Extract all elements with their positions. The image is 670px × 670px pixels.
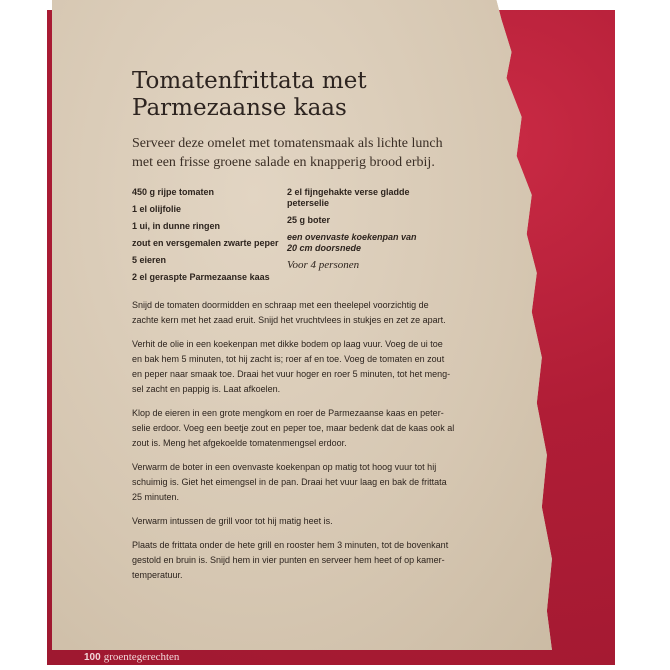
section-name: groentegerechten [103, 651, 180, 663]
step-line: Verwarm intussen de grill voor tot hij matig heet is. [132, 516, 333, 526]
title-line: Parmezaanse kaas [132, 95, 347, 121]
ingredient: 25 g boter [287, 215, 331, 225]
step-line: Verwarm de boter in een ovenvaste koekenpan op matig tot hoog vuur tot hij [132, 462, 437, 472]
step-line: zachte kern met het zaad eruit. Snijd het vruchtvlees in stukjes en zet ze apart. [132, 315, 446, 325]
ingredient: een ovenvaste koekenpan van 20 cm doorsnede [287, 232, 417, 253]
step-line: en peper naar smaak toe. Draai het vuur hoger en roer 5 minuten, tot het meng- [132, 369, 451, 379]
step-line: en bak hem 5 minuten, tot hij zacht is; roer af en toe. Voeg de tomaten en zout [132, 354, 445, 364]
step-line: Plaats de frittata onder de hete grill en rooster hem 3 minuten, tot de bovenkant [132, 540, 449, 550]
recipe-intro [132, 134, 522, 172]
step-line: gestold en bruin is. Snijd hem in vier punten en serveer hem heet of op kamer- [132, 555, 445, 565]
step-line: Klop de eieren in een grote mengkom en roer de Parmezaanse kaas en peter- [132, 408, 444, 418]
ingredient: 2 el geraspte Parmezaanse kaas [132, 272, 270, 282]
ingredient: 1 ui, in dunne ringen [132, 221, 221, 231]
method-step [132, 538, 497, 583]
title-line: Tomatenfrittata met [132, 68, 367, 94]
step-line: 25 minuten. [132, 492, 180, 502]
method-step [132, 460, 497, 505]
ingredient: zout en versgemalen zwarte peper [132, 238, 279, 248]
page-number: 100 [84, 652, 101, 663]
ingredients-left [132, 187, 282, 289]
step-line: selie erdoor. Voeg een beetje zout en peper toe, maar bedenk dat de kaas ook al [132, 423, 455, 433]
recipe-title [132, 68, 512, 122]
page-footer [84, 651, 179, 666]
step-line: Verhit de olie in een koekenpan met dikke bodem op laag vuur. Voeg de ui toe [132, 339, 443, 349]
step-line: Snijd de tomaten doormidden en schraap met een theelepel voorzichtig de [132, 300, 429, 310]
ingredient: 450 g rijpe tomaten [132, 187, 215, 197]
ingredients-right [287, 187, 417, 277]
intro-line: Serveer deze omelet met tomatensmaak als lichte lunch [132, 136, 443, 151]
ingredient: 5 eieren [132, 255, 167, 265]
intro-line: met een frisse groene salade en knapperig brood erbij. [132, 155, 435, 170]
method-step [132, 298, 497, 328]
step-line: zout is. Meng het afgekoelde tomatenmengsel erdoor. [132, 438, 347, 448]
step-line: schuimig is. Giet het eimengsel in de pan. Draai het vuur laag en bak de frittata [132, 477, 447, 487]
method-step [132, 337, 497, 397]
ingredient: 1 el olijfolie [132, 204, 182, 214]
step-line: temperatuur. [132, 570, 183, 580]
servings: Voor 4 personen [287, 259, 360, 271]
method-text [132, 298, 497, 592]
ingredient: 2 el fijngehakte verse gladde peterselie [287, 187, 410, 208]
step-line: sel zacht en pappig is. Laat afkoelen. [132, 384, 281, 394]
method-step [132, 406, 497, 451]
method-step [132, 514, 497, 529]
